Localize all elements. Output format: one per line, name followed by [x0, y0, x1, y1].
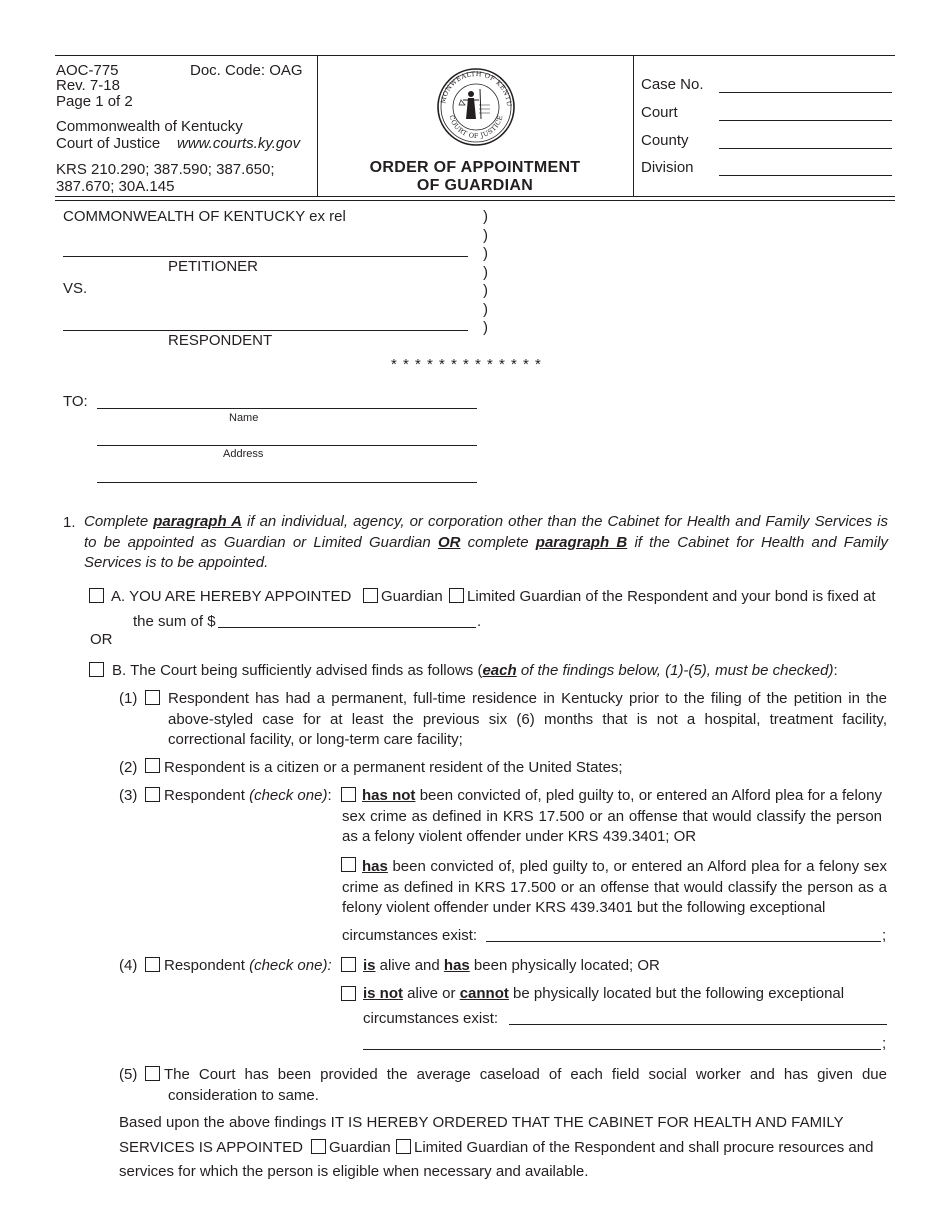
finding-2-text: Respondent is a citizen or a permanent resident of the United States;	[164, 759, 623, 776]
finding-4-is-not-text: is not alive or cannot be physically located but the following exceptional	[363, 985, 845, 1002]
header-top-rule	[55, 55, 895, 56]
finding-4-checkbox[interactable]	[145, 957, 160, 972]
vs-label: VS.	[63, 280, 88, 297]
a-guardian-checkbox[interactable]	[363, 588, 378, 603]
header-bottom-rule	[55, 196, 895, 197]
section-instructions: Complete paragraph A if an individual, agency, or corporation other than the Cabinet for Health and Family Services is to be appointed as Guardian or Limited Guardian OR complete paragraph B if the Cabinet for Health and Family Services is to be appointed.	[84, 513, 888, 571]
finding-1-text: Respondent has had a permanent, full-time residence in Kentucky prior to the filing of the petition in the above-styled case for at least the previous six (6) months that is not a hospital, treatment facility, correctional facility, or long-term care facility;	[168, 690, 887, 748]
court-field[interactable]	[719, 120, 892, 121]
court-seal	[435, 67, 517, 147]
finding-4-is-checkbox[interactable]	[341, 957, 356, 972]
caption-paren: )	[483, 227, 488, 244]
paragraph-b-text: B. The Court being sufficiently advised finds as follows (each of the findings below, (1)-(5), must be checked):	[112, 662, 838, 679]
finding-3-semicolon: ;	[882, 927, 887, 944]
plaintiff-label: COMMONWEALTH OF KENTUCKY ex rel	[63, 208, 346, 225]
statutes-line2: 387.670; 30A.145	[56, 178, 175, 195]
name-caption: Name	[229, 412, 259, 424]
respondent-field[interactable]	[63, 330, 468, 331]
website: www.courts.ky.gov	[177, 135, 301, 152]
finding-5-checkbox[interactable]	[145, 1066, 160, 1081]
header-divider-left	[317, 55, 318, 196]
order-line-1: Based upon the above findings IT IS HEREBY ORDERED THAT THE CABINET FOR HEALTH AND FAMILY	[119, 1114, 844, 1131]
county-label: County	[641, 132, 689, 149]
form-title-line1: ORDER OF APPOINTMENT	[369, 159, 581, 176]
finding-5-text: The Court has been provided the average caseload of each field social worker and has given due consideration to same.	[164, 1066, 887, 1104]
or-label: OR	[90, 631, 113, 648]
paragraph-a-text: A. YOU ARE HEREBY APPOINTED	[111, 588, 352, 605]
commonwealth-label: Commonwealth of Kentucky	[56, 118, 243, 135]
section-number: 1.	[63, 514, 76, 531]
bond-sum-label: the sum of $	[133, 613, 216, 630]
finding-3-circumstances-field[interactable]	[486, 941, 881, 942]
header-divider-right	[633, 55, 634, 196]
division-field[interactable]	[719, 175, 892, 176]
separator-stars: * * * * * * * * * * * * *	[391, 356, 542, 373]
finding-1-checkbox[interactable]	[145, 690, 160, 705]
a-limited-guardian-label: Limited Guardian of the Respondent and your bond is fixed at	[467, 588, 876, 605]
page-number: Page 1 of 2	[56, 93, 133, 110]
to-label: TO:	[63, 393, 88, 410]
finding-3-checkbox[interactable]	[145, 787, 160, 802]
county-field[interactable]	[719, 148, 892, 149]
case-no-label: Case No.	[641, 76, 704, 93]
order-line-2a: SERVICES IS APPOINTED	[119, 1139, 303, 1156]
order-guardian-label: Guardian	[329, 1139, 391, 1156]
court-of-justice-label: Court of Justice	[56, 135, 161, 152]
finding-4-is-text: is alive and has been physically located; OR	[363, 957, 660, 974]
revision: Rev. 7-18	[56, 77, 120, 94]
paragraph-b-checkbox[interactable]	[89, 662, 104, 677]
form-number: AOC-775	[56, 62, 119, 79]
finding-4-circumstances-field-2[interactable]	[363, 1049, 881, 1050]
to-address-field[interactable]	[97, 445, 477, 446]
respondent-label: RESPONDENT	[168, 332, 273, 349]
to-name-field[interactable]	[97, 408, 477, 409]
a-limited-guardian-checkbox[interactable]	[449, 588, 464, 603]
caption-paren: )	[483, 208, 488, 225]
order-line-3: services for which the person is eligible when necessary and available.	[119, 1163, 589, 1180]
finding-1-number: (1)	[119, 690, 138, 707]
petitioner-label: PETITIONER	[168, 258, 259, 275]
finding-4-label: Respondent (check one):	[164, 957, 332, 974]
finding-3-circumstances-label: circumstances exist:	[342, 927, 478, 944]
finding-2-number: (2)	[119, 759, 138, 776]
finding-4-semicolon: ;	[882, 1035, 887, 1052]
order-line-2b: Limited Guardian of the Respondent and shall procure resources and	[414, 1139, 874, 1156]
finding-4-number: (4)	[119, 957, 138, 974]
a-guardian-label: Guardian	[381, 588, 443, 605]
division-label: Division	[641, 159, 694, 176]
court-label: Court	[641, 104, 678, 121]
finding-2-checkbox[interactable]	[145, 758, 160, 773]
doc-code: Doc. Code: OAG	[190, 62, 303, 79]
finding-4-circumstances-field[interactable]	[509, 1024, 887, 1025]
case-no-field[interactable]	[719, 92, 892, 93]
to-address-field-2[interactable]	[97, 482, 477, 483]
paragraph-a-checkbox[interactable]	[89, 588, 104, 603]
caption-paren: )	[483, 319, 488, 336]
finding-3-has-not-text: has not been convicted of, pled guilty to, or entered an Alford plea for a felony sex crime as defined in KRS 17.500 or an offense that would classify the person as a felony violent offender under KRS 439.3401; OR	[342, 787, 882, 845]
petitioner-field[interactable]	[63, 256, 468, 257]
header-bottom-rule-2	[55, 200, 895, 201]
statutes-line1: KRS 210.290; 387.590; 387.650;	[56, 161, 275, 178]
bond-sum-field[interactable]	[218, 627, 476, 628]
order-guardian-checkbox[interactable]	[311, 1139, 326, 1154]
seal-bottom-text: COURT OF JUSTICE	[447, 114, 505, 141]
seal-top-text: MONWEALTH OF KENTU	[439, 69, 514, 108]
caption-paren: )	[483, 245, 488, 262]
order-limited-guardian-checkbox[interactable]	[396, 1139, 411, 1154]
finding-4-circumstances-label: circumstances exist:	[363, 1010, 499, 1027]
bond-sum-period: .	[477, 613, 482, 630]
finding-3-label: Respondent (check one):	[164, 787, 332, 804]
form-title-line2: OF GUARDIAN	[416, 177, 534, 194]
address-caption: Address	[223, 448, 264, 460]
caption-paren: )	[483, 264, 488, 281]
finding-4-is-not-checkbox[interactable]	[341, 986, 356, 1001]
caption-paren: )	[483, 282, 488, 299]
finding-3-has-text: has been convicted of, pled guilty to, or entered an Alford plea for a felony sex crime as defined in KRS 17.500 or an offense that would classify the person as a felony violent offender under KRS 439.3401 but the following exceptional	[342, 858, 887, 916]
finding-3-number: (3)	[119, 787, 138, 804]
caption-paren: )	[483, 301, 488, 318]
finding-5-number: (5)	[119, 1066, 138, 1083]
